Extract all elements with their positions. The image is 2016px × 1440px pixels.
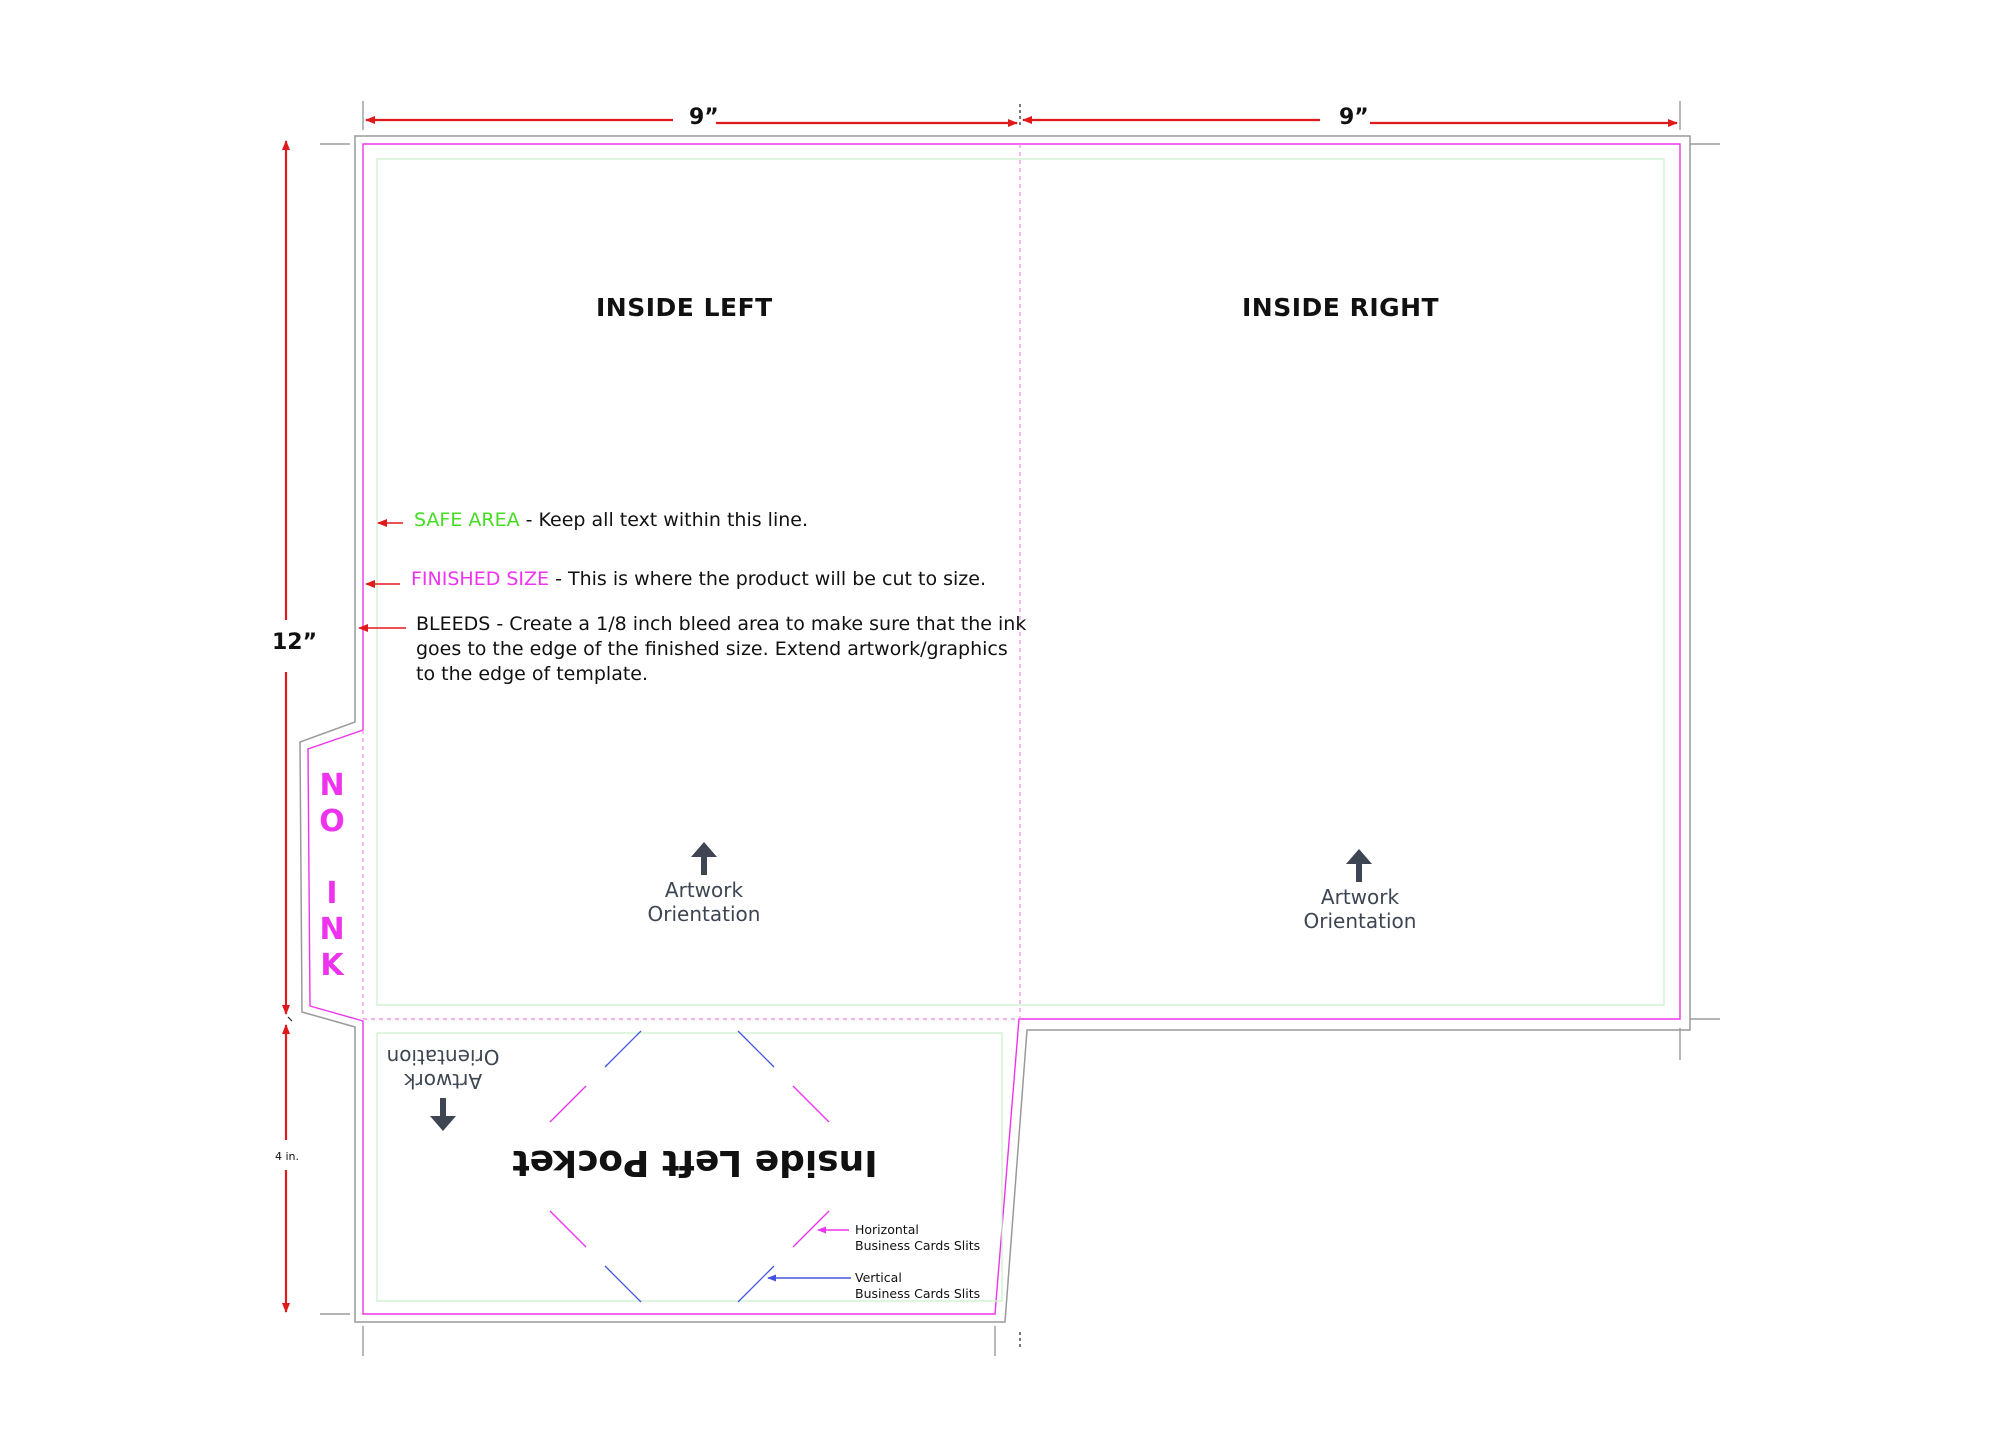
height-label: 12” <box>272 630 318 655</box>
arrow-down-icon <box>430 1098 456 1131</box>
slit-label-line: Horizontal <box>855 1222 919 1237</box>
orientation-line: Artwork <box>403 1069 483 1093</box>
slit-label-line: Business Cards Slits <box>855 1238 981 1253</box>
finished-size-note <box>411 567 986 592</box>
finished-size-outline <box>308 144 1680 1314</box>
dimension-arrows <box>286 120 1677 1312</box>
orientation-line: Orientation <box>647 902 761 926</box>
bleeds-note <box>416 612 1026 687</box>
no-ink-label <box>316 768 348 984</box>
no-ink-letter: K <box>320 948 344 983</box>
safe-area-term: SAFE AREA <box>414 509 520 531</box>
crop-marks <box>288 101 1720 1356</box>
width-right-label: 9” <box>1339 105 1369 130</box>
slit-label-line: Vertical <box>855 1270 902 1285</box>
no-ink-letter: N <box>319 768 345 803</box>
horizontal-slits-label <box>855 1222 980 1254</box>
slit-label-line: Business Cards Slits <box>855 1286 981 1301</box>
safe-area-note <box>414 508 808 533</box>
orientation-line: Orientation <box>386 1045 500 1069</box>
orientation-arrows <box>430 842 1372 1131</box>
bleed-outline <box>300 136 1690 1322</box>
bleeds-line: BLEEDS - Create a 1/8 inch bleed area to make sure that the ink <box>416 613 1027 635</box>
finished-size-text: - This is where the product will be cut to size. <box>549 568 986 590</box>
bleeds-line: to the edge of template. <box>416 663 649 685</box>
no-ink-letter: N <box>319 912 345 947</box>
artwork-orientation-left <box>644 878 764 926</box>
artwork-orientation-right <box>1300 885 1420 933</box>
safe-area-text: - Keep all text within this line. <box>519 509 809 531</box>
finished-size-term: FINISHED SIZE <box>411 568 550 590</box>
artwork-orientation-pocket <box>383 1045 503 1093</box>
orientation-line: Artwork <box>664 878 744 902</box>
arrow-up-icon <box>691 842 717 875</box>
inside-right-label: INSIDE RIGHT <box>1242 293 1440 322</box>
width-left-label: 9” <box>689 105 719 130</box>
bleeds-line: goes to the edge of the finished size. Extend artwork/graphics <box>416 638 1008 660</box>
orientation-line: Artwork <box>1320 885 1400 909</box>
inside-left-label: INSIDE LEFT <box>596 293 773 322</box>
orientation-line: Orientation <box>1303 909 1417 933</box>
vertical-slits-label <box>855 1270 980 1302</box>
no-ink-letter <box>316 840 348 876</box>
pocket-height-label: 4 in. <box>275 1150 300 1163</box>
arrow-up-icon <box>1346 849 1372 882</box>
no-ink-letter: I <box>326 876 338 911</box>
no-ink-letter: O <box>319 804 345 839</box>
inside-left-pocket-label: Inside Left Pocket <box>512 1142 878 1183</box>
